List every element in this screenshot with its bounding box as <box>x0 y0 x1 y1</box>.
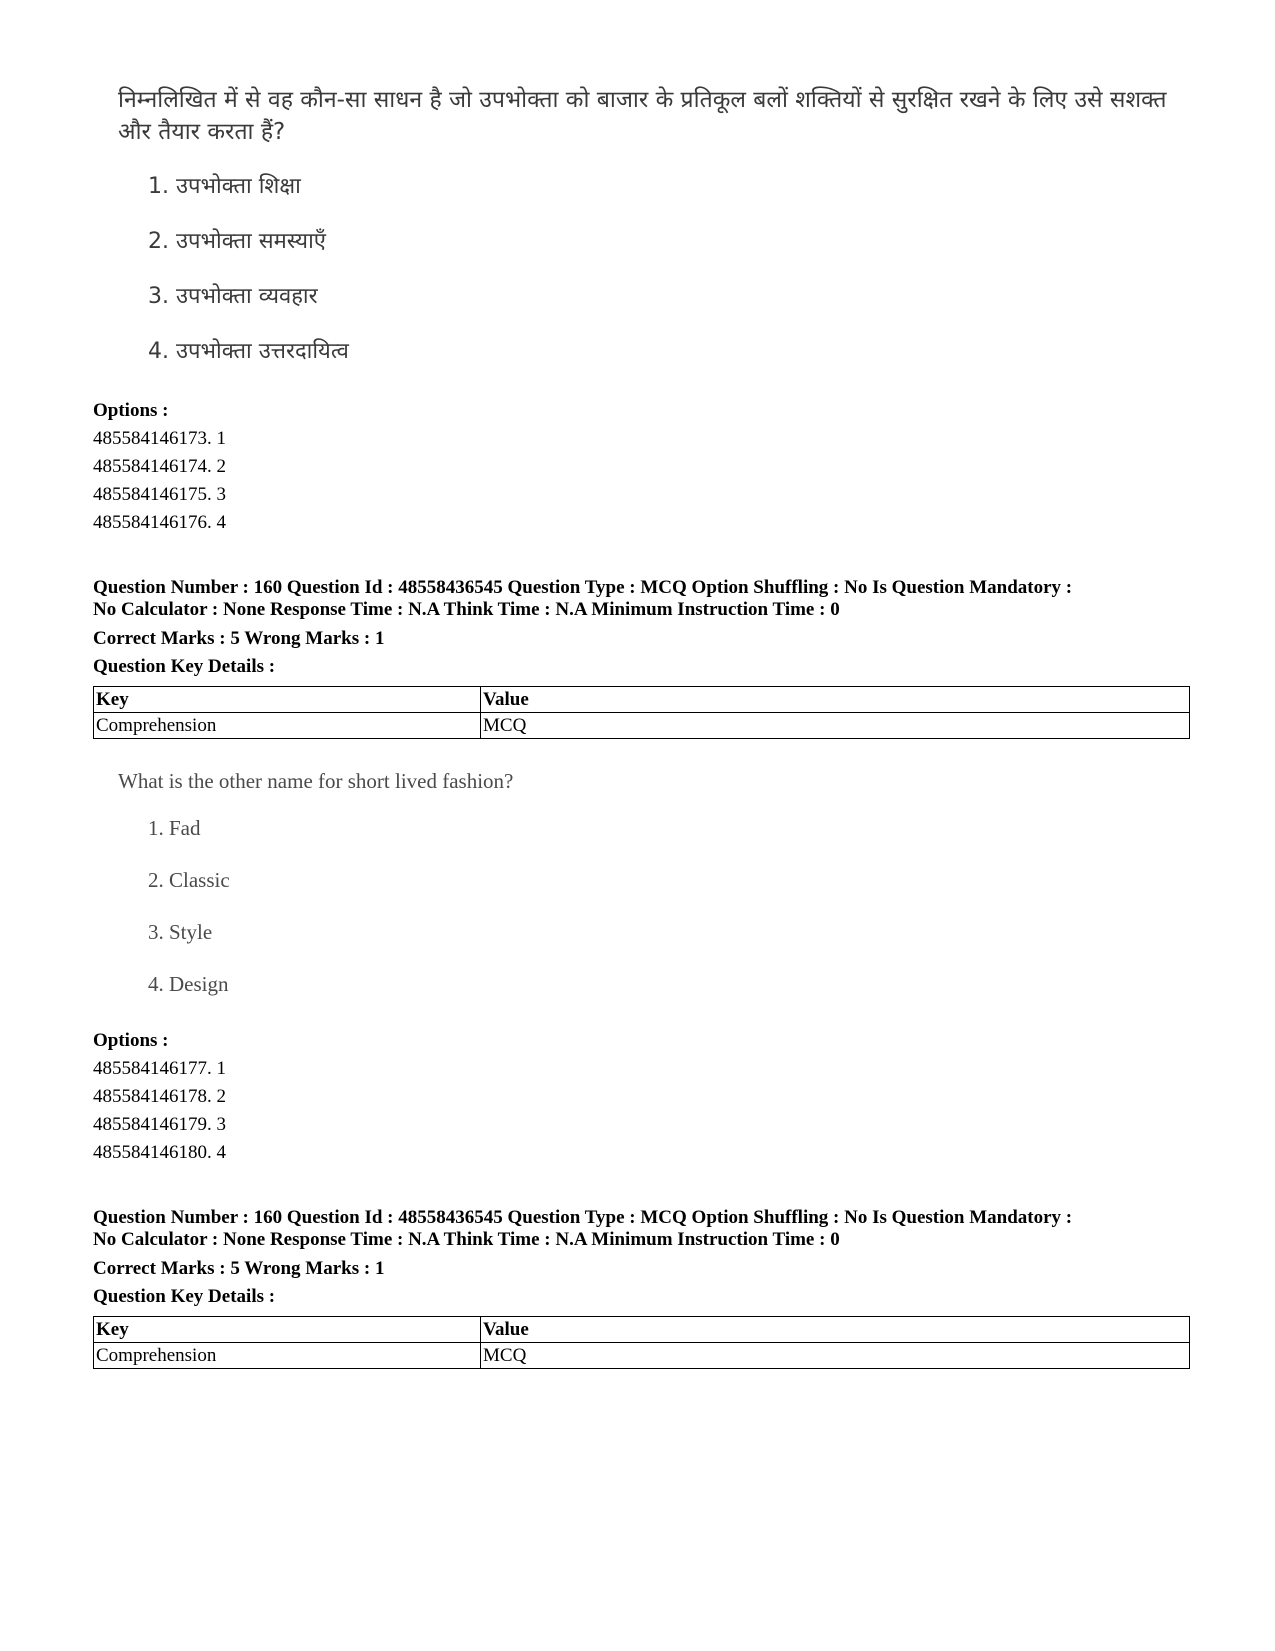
marks-line: Correct Marks : 5 Wrong Marks : 1 <box>93 1258 385 1279</box>
question-meta <box>93 577 1193 621</box>
table-header-key: Key <box>94 687 481 713</box>
table-cell-value: MCQ <box>481 1343 1190 1369</box>
option-item: 485584146179. 3 <box>93 1114 226 1135</box>
key-details-label: Question Key Details : <box>93 656 276 677</box>
question-choice: 3. Style <box>148 920 213 944</box>
option-item: 485584146175. 3 <box>93 484 226 505</box>
table-header-row <box>94 687 1190 713</box>
key-details-table <box>93 686 1190 739</box>
options-label: Options : <box>93 1030 169 1051</box>
option-item: 485584146174. 2 <box>93 456 226 477</box>
table-header-value: Value <box>481 1317 1190 1343</box>
table-header-value: Value <box>481 687 1190 713</box>
question-meta-line: No Calculator : None Response Time : N.A Think Time : N.A Minimum Instruction Time : 0 <box>93 1229 840 1250</box>
option-item: 485584146176. 4 <box>93 512 226 533</box>
option-item: 485584146178. 2 <box>93 1086 226 1107</box>
question-stem: निम्नलिखित में से वह कौन-सा साधन है जो उपभोक्ता को बाजार के प्रतिकूल बलों शक्तियों से सुरक्षित रखने के लिए उसे सशक्त और तैयार करता हैं? <box>118 87 1167 145</box>
question-meta <box>93 1207 1193 1251</box>
options-label: Options : <box>93 400 169 421</box>
question-meta-line: No Calculator : None Response Time : N.A Think Time : N.A Minimum Instruction Time : 0 <box>93 599 840 620</box>
option-item: 485584146177. 1 <box>93 1058 226 1079</box>
option-item: 485584146180. 4 <box>93 1142 226 1163</box>
question-choice: 1. उपभोक्ता शिक्षा <box>148 174 301 199</box>
question-stem: What is the other name for short lived fashion? <box>118 769 514 793</box>
key-details-table <box>93 1316 1190 1369</box>
key-details-label: Question Key Details : <box>93 1286 276 1307</box>
question-meta-line: Question Number : 160 Question Id : 48558436545 Question Type : MCQ Option Shuffling : No Is Question Mandatory : <box>93 577 1073 598</box>
question-choice: 1. Fad <box>148 816 201 840</box>
table-cell-key: Comprehension <box>94 1343 481 1369</box>
table-cell-key: Comprehension <box>94 713 481 739</box>
question-choice: 4. Design <box>148 972 229 996</box>
question-choice: 3. उपभोक्ता व्यवहार <box>148 284 318 309</box>
marks-line: Correct Marks : 5 Wrong Marks : 1 <box>93 628 385 649</box>
question-image-hindi <box>118 84 1178 364</box>
question-choice: 4. उपभोक्ता उत्तरदायित्व <box>148 339 349 364</box>
option-item: 485584146173. 1 <box>93 428 226 449</box>
table-row <box>94 1343 1190 1369</box>
table-row <box>94 713 1190 739</box>
table-cell-value: MCQ <box>481 713 1190 739</box>
table-header-key: Key <box>94 1317 481 1343</box>
table-header-row <box>94 1317 1190 1343</box>
question-meta-line: Question Number : 160 Question Id : 48558436545 Question Type : MCQ Option Shuffling : No Is Question Mandatory : <box>93 1207 1073 1228</box>
question-image-english <box>118 765 1178 996</box>
question-choice: 2. Classic <box>148 868 230 892</box>
question-choice: 2. उपभोक्ता समस्याएँ <box>148 229 326 254</box>
